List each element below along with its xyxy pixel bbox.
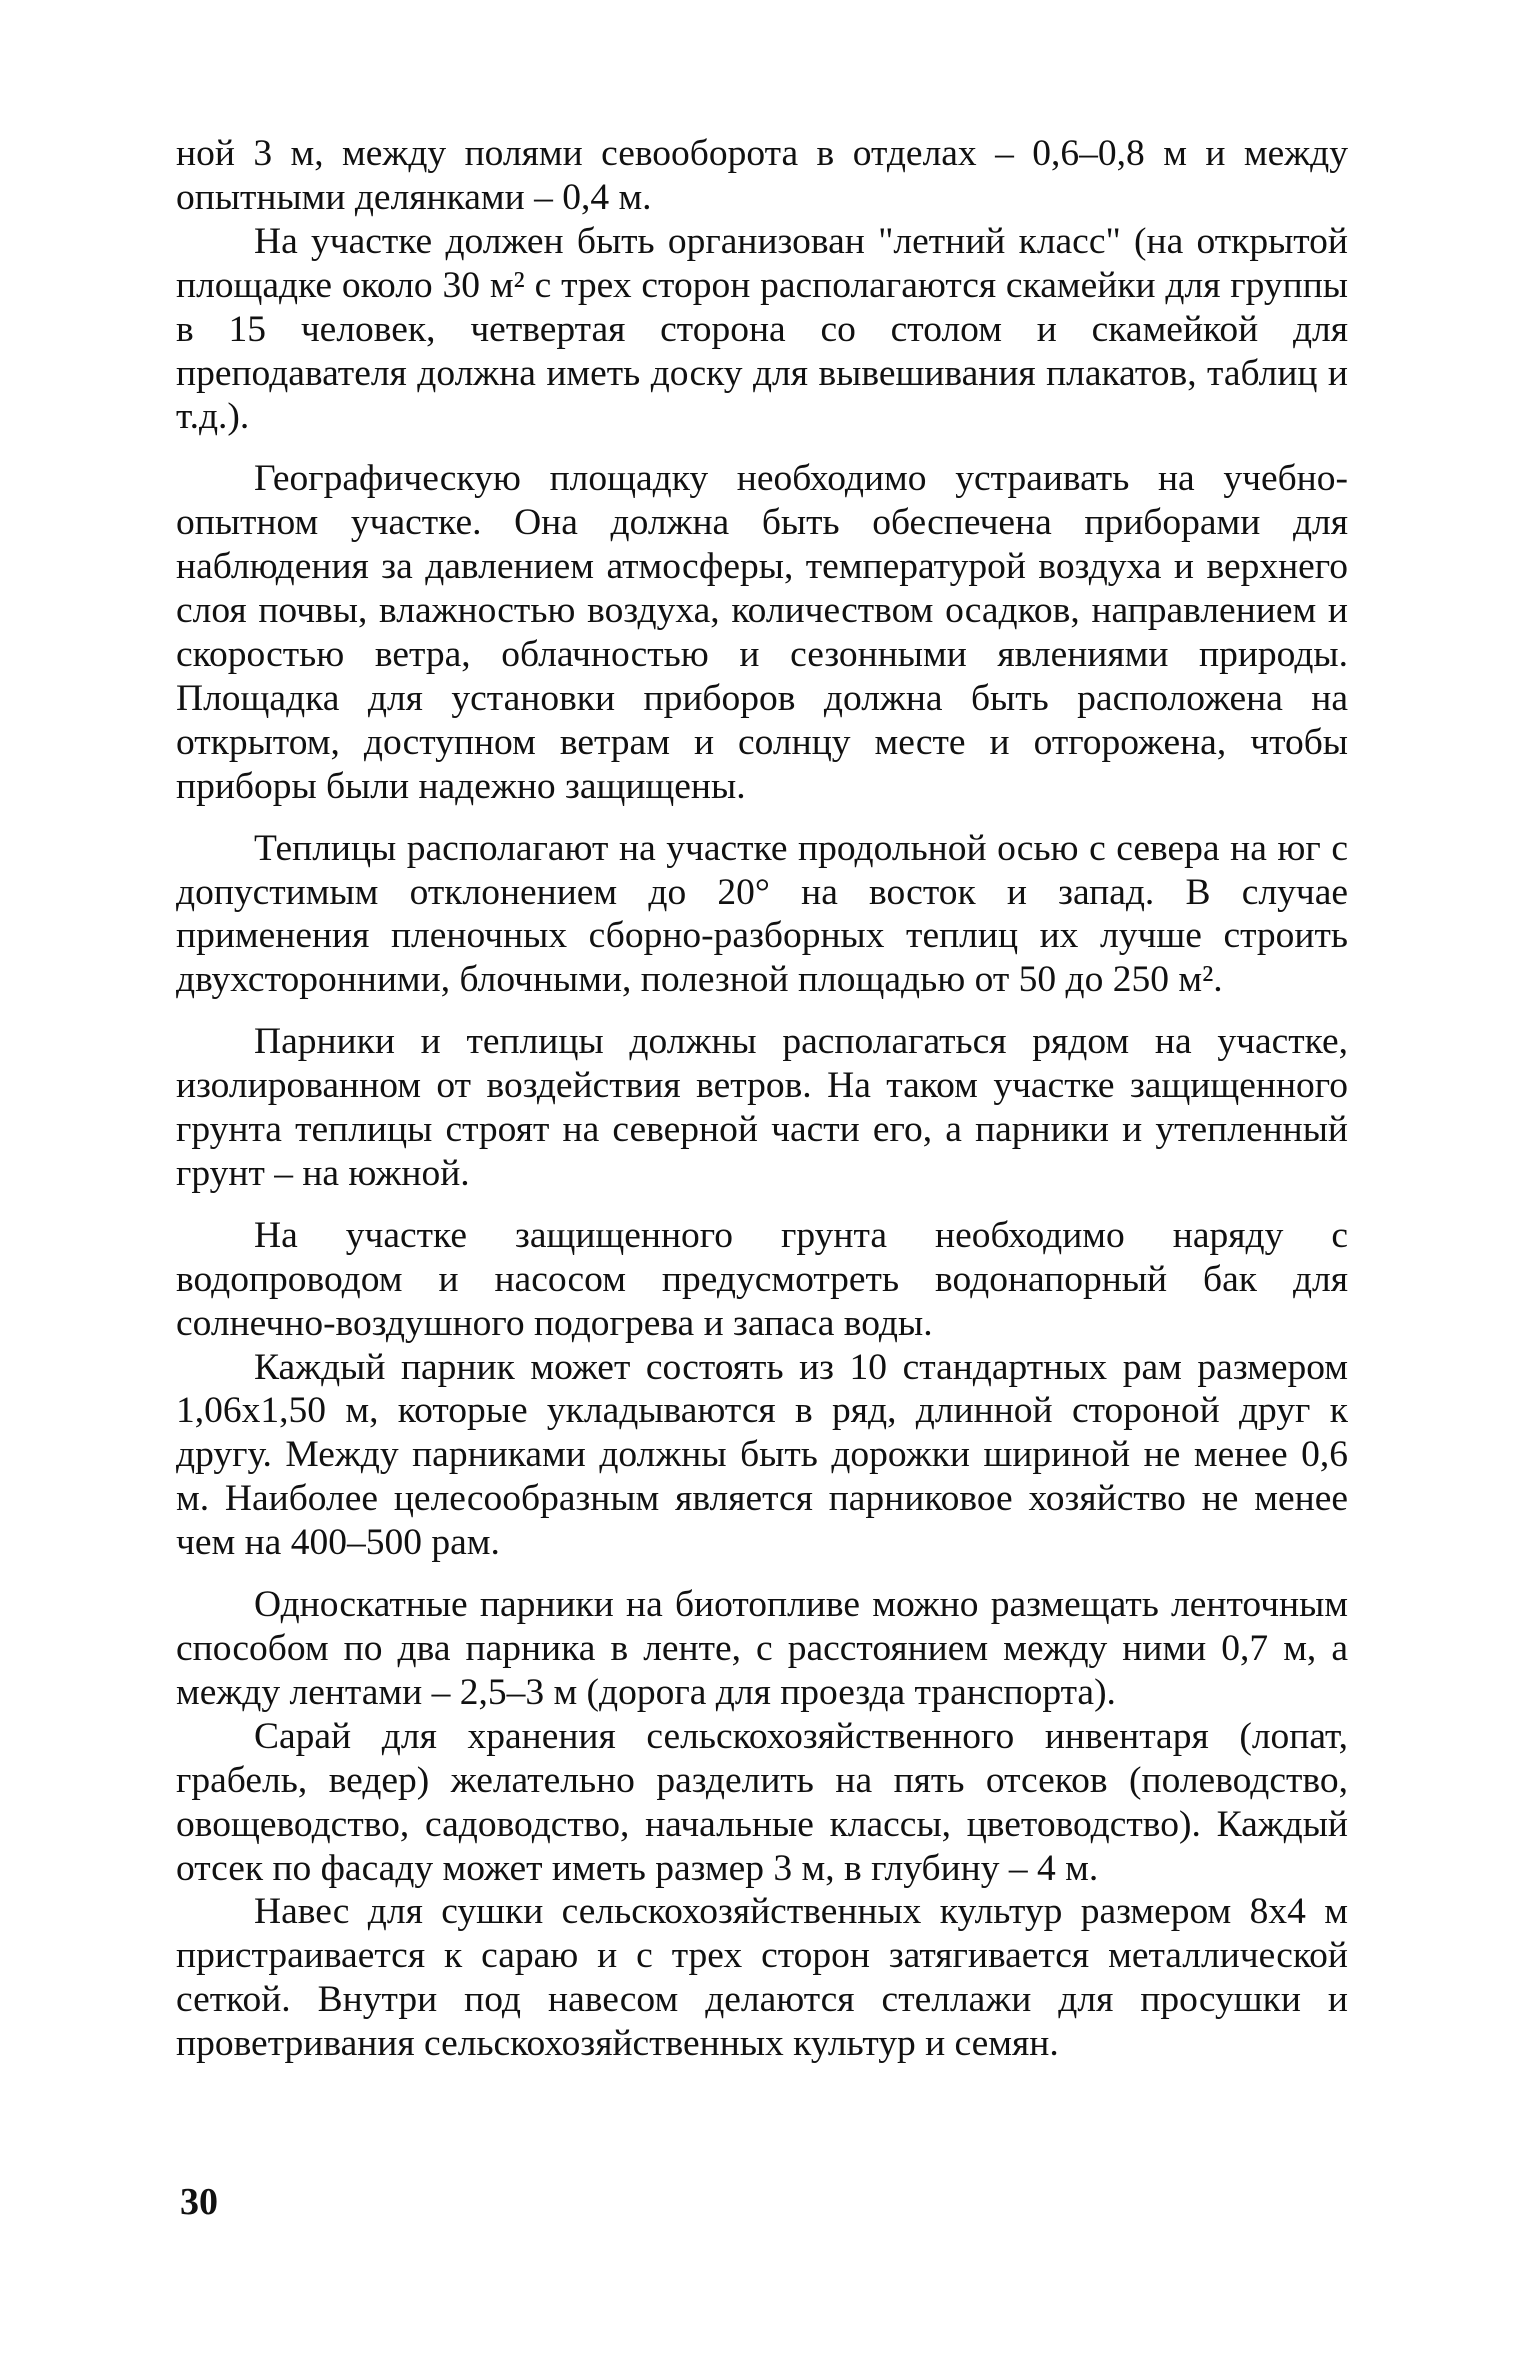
page-number: 30 xyxy=(180,2181,218,2223)
paragraph-hotbeds-placement: Парники и теплицы должны располагаться рядом на участке, изолированном от воздействия ветров. На таком участке защищенного грунта теплицы строят на северной части его, а парники и утепленный грунт – на южной. xyxy=(176,1021,1348,1194)
paragraph-water-tank: На участке защищенного грунта необходимо наряду с водопроводом и насосом предусмотреть водонапорный бак для солнечно-воздушного подогрева и запаса воды. xyxy=(176,1214,1348,1344)
paragraph-geographic-site: Географическую площадку необходимо устраивать на учебно-опытном участке. Она должна быть обеспечена приборами для наблюдения за давлением атмосферы, температурой воздуха и верхнего слоя почвы, влажностью воздуха, количеством осадков, направлением и скоростью ветра, облачностью и сезонными явлениями природы. Площадка для установки приборов должна быть расположена на открытом, доступном ветрам и солнцу месте и отгорожена, чтобы приборы были надежно защищены. xyxy=(176,458,1348,807)
paragraph-greenhouses: Теплицы располагают на участке продольной осью с севера на юг с допустимым отклонением до 20° на восток и запад. В случае применения пленочных сборно-разборных теплиц их лучше строить двухсторонними, блочными, полезной площадью от 50 до 250 м². xyxy=(176,827,1348,1001)
paragraph-continuation: ной 3 м, между полями севооборота в отделах – 0,6–0,8 м и между опытными делянками – 0,4 м. xyxy=(176,133,1348,218)
paragraph-shed: Сарай для хранения сельскохозяйственного инвентаря (лопат, грабель, ведер) желательно разделить на пять отсеков (полеводство, овощеводство, садоводство, начальные классы, цветоводство). Каждый отсек по фасаду может иметь размер 3 м, в глубину – 4 м. xyxy=(176,1715,1348,1889)
paragraph-summer-class: На участке должен быть организован "летний класс" (на открытой площадке около 30 м² с трех сторон располагаются скамейки для группы в 15 человек, четвертая сторона со столом и скамейкой для преподавателя должна иметь доску для вывешивания плакатов, таблиц и т.д.). xyxy=(176,220,1348,438)
paragraph-hotbed-frames: Каждый парник может состоять из 10 стандартных рам размером 1,06x1,50 м, которые укладываются в ряд, длинной стороной друг к другу. Между парниками должны быть дорожки шириной не менее 0,6 м. Наиболее целесообразным является парниковое хозяйство не менее чем на 400–500 рам. xyxy=(176,1346,1348,1564)
paragraph-drying-canopy: Навес для сушки сельскохозяйственных культур размером 8x4 м пристраивается к сараю и с трех сторон затягивается металлической сеткой. Внутри под навесом делаются стеллажи для просушки и проветривания сельскохозяйственных культур и семян. xyxy=(176,1891,1348,2065)
paragraph-single-slope-hotbeds: Односкатные парники на биотопливе можно размещать ленточным способом по два парника в ленте, с расстоянием между ними 0,7 м, а между лентами – 2,5–3 м (дорога для проезда транспорта). xyxy=(176,1584,1348,1713)
text-body xyxy=(176,132,1348,2066)
